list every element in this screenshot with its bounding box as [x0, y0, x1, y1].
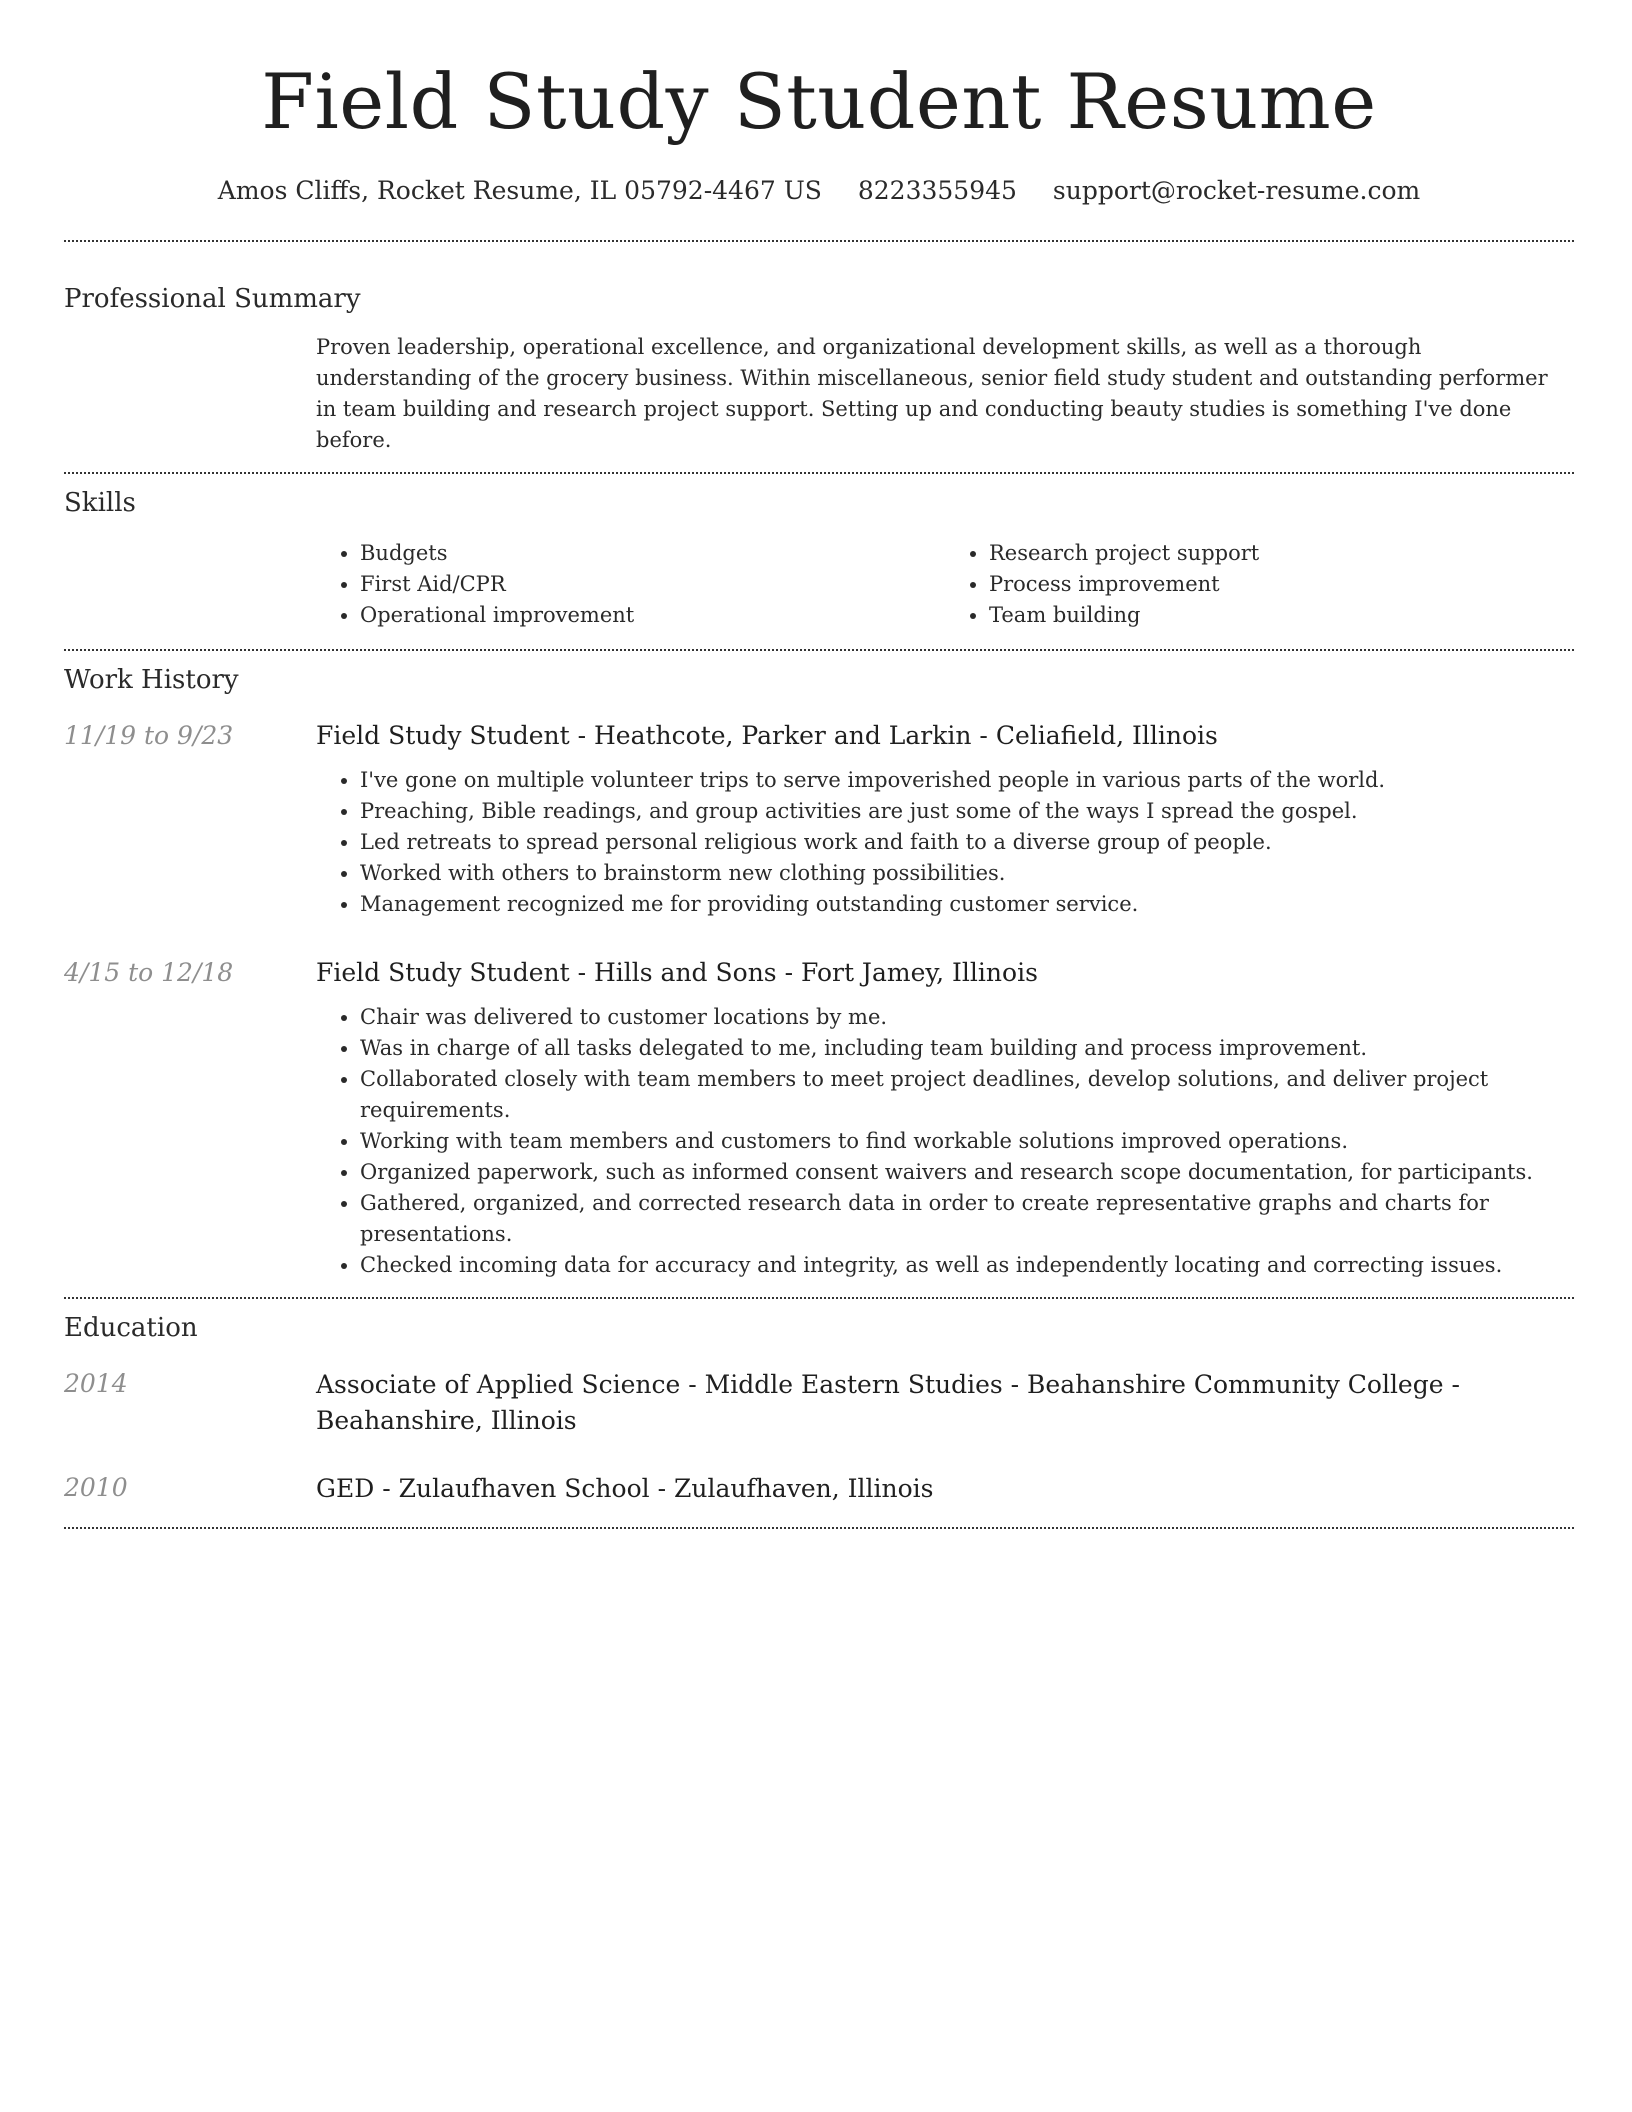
job-title: Field Study Student - Hills and Sons - Fort Jamey, Illinois — [316, 958, 1038, 987]
summary-body — [316, 332, 1574, 456]
contact-line — [64, 174, 1574, 208]
resume-title: Field Study Student Resume — [261, 57, 1377, 146]
education-body — [316, 1367, 1574, 1439]
list-item: • Worked with others to brainstorm new clothing possibilities. — [360, 858, 1574, 889]
job-bullets — [316, 765, 1574, 920]
summary-row — [64, 332, 1574, 456]
list-item: • Organized paperwork, such as informed consent waivers and research scope documentation, for participants. — [360, 1157, 1574, 1188]
job-title: Field Study Student - Heathcote, Parker and Larkin - Celiafield, Illinois — [316, 721, 1218, 750]
skills-grid — [316, 538, 1574, 631]
job-entry — [64, 956, 1574, 1281]
contact-address: Amos Cliffs, Rocket Resume, IL 05792-4467 US — [217, 176, 822, 205]
education-heading: Education — [64, 1313, 198, 1343]
list-item: • Research project support — [989, 538, 1574, 569]
skills-left-spacer — [64, 538, 316, 631]
education-entry — [64, 1471, 1574, 1507]
list-item: • Process improvement — [989, 569, 1574, 600]
skills-list-right — [945, 538, 1574, 631]
job-body — [316, 956, 1574, 1281]
education-title: Associate of Applied Science - Middle Eastern Studies - Beahanshire Community College - Beahanshire, Illinois — [316, 1370, 1460, 1435]
list-item: • First Aid/CPR — [360, 569, 945, 600]
summary-heading: Professional Summary — [64, 284, 361, 314]
summary-text: Proven leadership, operational excellence, and organizational development skills, as well as a thorough understanding of the grocery business. Within miscellaneous, senior field study student and outstanding performer in team building and research project support. Setting up and conducting beauty studies is something I've done before. — [316, 335, 1548, 452]
list-item: • Management recognized me for providing outstanding customer service. — [360, 889, 1574, 920]
skills-divider — [64, 649, 1574, 651]
list-item: • Checked incoming data for accuracy and integrity, as well as independently locating and correcting issues. — [360, 1250, 1574, 1281]
summary-left-spacer — [64, 332, 316, 456]
education-body — [316, 1471, 1574, 1507]
list-item: • Preaching, Bible readings, and group activities are just some of the ways I spread the gospel. — [360, 796, 1574, 827]
list-item: • Operational improvement — [360, 600, 945, 631]
job-body — [316, 719, 1574, 920]
summary-section — [64, 282, 1574, 456]
job-dates: 4/15 to 12/18 — [64, 958, 234, 987]
work-section — [64, 663, 1574, 1281]
resume-page — [64, 0, 1574, 1529]
list-item: • Led retreats to spread personal religious work and faith to a diverse group of people. — [360, 827, 1574, 858]
job-dates: 11/19 to 9/23 — [64, 721, 234, 750]
education-section — [64, 1311, 1574, 1507]
skills-heading: Skills — [64, 488, 136, 518]
list-item: • Collaborated closely with team members to meet project deadlines, develop solutions, and deliver project requirements. — [360, 1064, 1574, 1126]
education-year: 2010 — [64, 1473, 128, 1502]
education-divider — [64, 1527, 1574, 1529]
education-entry — [64, 1367, 1574, 1439]
work-heading: Work History — [64, 665, 239, 695]
contact-email: support@rocket-resume.com — [1052, 176, 1421, 205]
list-item: • Budgets — [360, 538, 945, 569]
contact-phone: 8223355945 — [857, 176, 1017, 205]
education-title: GED - Zulaufhaven School - Zulaufhaven, Illinois — [316, 1474, 934, 1503]
job-entry — [64, 719, 1574, 920]
work-divider — [64, 1297, 1574, 1299]
list-item: • Team building — [989, 600, 1574, 631]
list-item: • Was in charge of all tasks delegated to me, including team building and process improvement. — [360, 1033, 1574, 1064]
skills-list-left — [316, 538, 945, 631]
list-item: • Gathered, organized, and corrected research data in order to create representative graphs and charts for presentations. — [360, 1188, 1574, 1250]
skills-section — [64, 486, 1574, 631]
list-item: • Chair was delivered to customer locations by me. — [360, 1002, 1574, 1033]
skills-row — [64, 538, 1574, 631]
education-year: 2014 — [64, 1369, 128, 1398]
header-divider — [64, 240, 1574, 242]
summary-divider — [64, 472, 1574, 474]
list-item: • Working with team members and customers to find workable solutions improved operations. — [360, 1126, 1574, 1157]
job-bullets — [316, 1002, 1574, 1281]
list-item: • I've gone on multiple volunteer trips to serve impoverished people in various parts of the world. — [360, 765, 1574, 796]
